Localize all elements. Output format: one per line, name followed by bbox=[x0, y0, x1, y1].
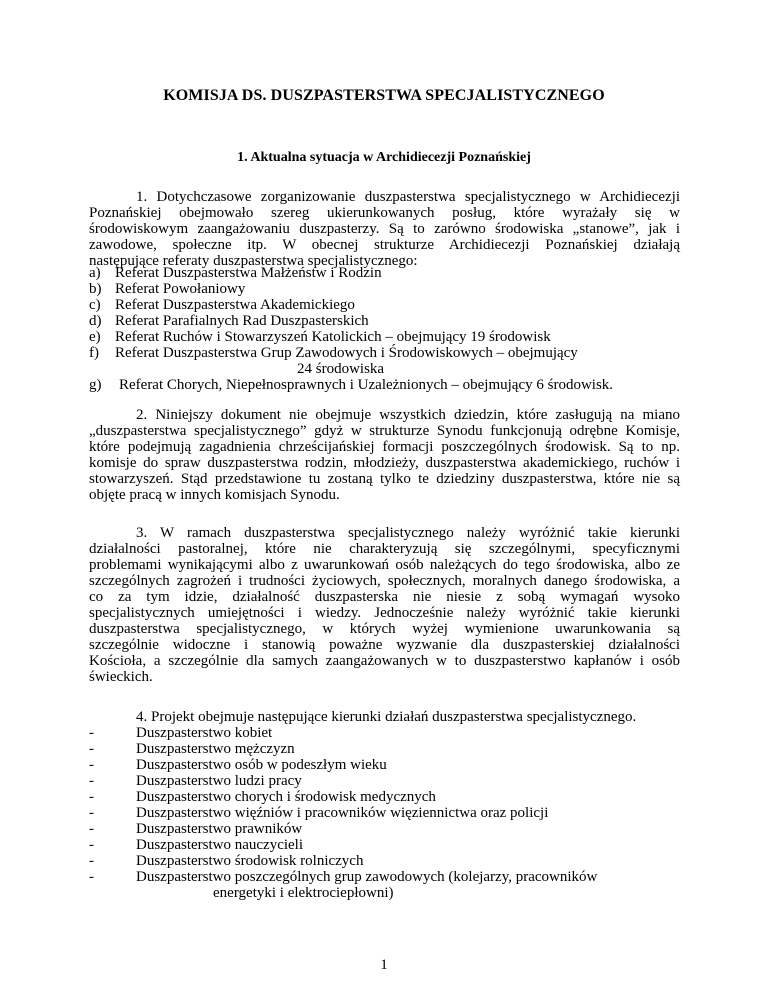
paragraph-1 bbox=[89, 189, 680, 269]
paragraph-line: problemami wynikającymi albo z uwarunkowań osób należących do tego środowiska, albo ze bbox=[89, 557, 680, 573]
paragraph-2 bbox=[89, 407, 680, 503]
list-marker: - bbox=[89, 757, 94, 773]
list-item-text: Referat Ruchów i Stowarzyszeń Katolickich – obejmujący 19 środowisk bbox=[115, 329, 551, 345]
paragraph-line: zawodowe, społeczne itp. W obecnej strukturze Archidiecezji Poznańskiej działają bbox=[89, 237, 680, 253]
list-marker: - bbox=[89, 741, 94, 757]
list-marker: b) bbox=[89, 281, 102, 297]
paragraph-line: „duszpasterstwa specjalistycznego” gdyż w strukturze Synodu funkcjonują odrębne Komisje, bbox=[89, 423, 680, 439]
list-marker: e) bbox=[89, 329, 101, 345]
paragraph-line: 3. W ramach duszpasterstwa specjalistycznego należy wyróżnić takie kierunki bbox=[136, 525, 680, 541]
list-item-text: Referat Powołaniowy bbox=[115, 281, 246, 297]
paragraph-line: 4. Projekt obejmuje następujące kierunki działań duszpasterstwa specjalistycznego. bbox=[136, 709, 637, 725]
paragraph-line: komisje do spraw duszpasterstwa rodzin, młodzieży, duszpasterstwa akademickiego, ruchów i bbox=[89, 455, 680, 471]
list-item bbox=[89, 281, 689, 297]
paragraph-line: szczególnie widoczne i stanowią poważne wyzwanie dla duszpasterskiej działalności bbox=[89, 637, 680, 653]
paragraph-3 bbox=[89, 525, 680, 685]
kierunki-list bbox=[89, 725, 689, 901]
list-marker: - bbox=[89, 773, 94, 789]
paragraph-line: następujące referaty duszpasterstwa specjalistycznego: bbox=[89, 253, 418, 269]
paragraph-line: duszpasterstwa specjalistycznego, w których wyżej wymienione uwarunkowania są bbox=[89, 621, 680, 637]
paragraph-line: co za tym idzie, działalność duszpasterska nie niesie z sobą wymagań wysoko bbox=[89, 589, 680, 605]
list-marker: g) bbox=[89, 377, 102, 393]
paragraph-line: stowarzyszeń. Stąd przedstawione tu zostaną tylko te dziedziny duszpasterstwa, które nie są bbox=[89, 471, 680, 487]
list-marker: d) bbox=[89, 313, 102, 329]
paragraph-line: 2. Niniejszy dokument nie obejmuje wszystkich dziedzin, które zasługują na miano bbox=[136, 407, 680, 423]
list-item bbox=[89, 741, 689, 757]
paragraph-line: Kościoła, a szczególnie dla samych zaangażowanych w to duszpasterstwo kapłanów i osób bbox=[89, 653, 680, 669]
paragraph-line: środowiskowym zaangażowaniu duszpasterzy. Są to zarówno środowiska „stanowe”, jak i bbox=[89, 221, 680, 237]
list-item-text: Duszpasterstwo poszczególnych grup zawodowych (kolejarzy, pracowników bbox=[136, 869, 598, 885]
list-marker: - bbox=[89, 821, 94, 837]
list-item-text: Duszpasterstwo ludzi pracy bbox=[136, 773, 302, 789]
list-marker: - bbox=[89, 789, 94, 805]
list-marker: c) bbox=[89, 297, 101, 313]
paragraph-line: szczególnych zagrożeń i trudności życiowych, społecznych, moralnych danego środowiska, a bbox=[89, 573, 680, 589]
list-item-text: Duszpasterstwo nauczycieli bbox=[136, 837, 304, 853]
list-item bbox=[89, 757, 689, 773]
list-item-text: Referat Chorych, Niepełnosprawnych i Uzależnionych – obejmujący 6 środowisk. bbox=[119, 377, 614, 393]
list-item-text: Duszpasterstwo mężczyzn bbox=[136, 741, 295, 757]
list-marker: - bbox=[89, 853, 94, 869]
list-marker: - bbox=[89, 805, 94, 821]
list-marker: - bbox=[89, 837, 94, 853]
list-marker: - bbox=[89, 869, 94, 885]
list-item bbox=[89, 805, 689, 821]
paragraph-line: świeckich. bbox=[89, 669, 153, 685]
list-item bbox=[89, 329, 689, 345]
list-item bbox=[89, 773, 689, 789]
list-item-continuation bbox=[89, 361, 689, 377]
paragraph-line: które podejmują zagadnienia chrześcijańskiej formacji poszczególnych środowisk. Są to np. bbox=[89, 439, 680, 455]
paragraph-4-intro bbox=[89, 709, 680, 725]
list-item bbox=[89, 313, 689, 329]
list-item-continuation bbox=[89, 885, 689, 901]
list-item bbox=[89, 345, 689, 361]
list-item-text: Duszpasterstwo kobiet bbox=[136, 725, 273, 741]
list-item bbox=[89, 789, 689, 805]
list-item bbox=[89, 853, 689, 869]
paragraph-line: objęte pracą w innych komisjach Synodu. bbox=[89, 487, 340, 503]
paragraph-line: 1. Dotychczasowe zorganizowanie duszpasterstwa specjalistycznego w Archidiecezji bbox=[136, 189, 680, 205]
list-item-text: Duszpasterstwo osób w podeszłym wieku bbox=[136, 757, 387, 773]
paragraph-line: działalności pastoralnej, które nie charakteryzują się szczególnymi, specyficznymi bbox=[89, 541, 680, 557]
list-item-text: Duszpasterstwo chorych i środowisk medycznych bbox=[136, 789, 436, 805]
list-marker: - bbox=[89, 725, 94, 741]
list-item bbox=[89, 725, 689, 741]
list-item-text: Duszpasterstwo więźniów i pracowników więziennictwa oraz policji bbox=[136, 805, 549, 821]
list-item-text: Referat Duszpasterstwa Akademickiego bbox=[115, 297, 355, 313]
referaty-list bbox=[89, 265, 689, 393]
paragraph-line: Poznańskiej obejmowało szereg ukierunkowanych posług, które wyrażały się w bbox=[89, 205, 680, 221]
list-item-text: Duszpasterstwo prawników bbox=[136, 821, 303, 837]
list-item bbox=[89, 837, 689, 853]
list-item bbox=[89, 821, 689, 837]
list-marker: a) bbox=[89, 265, 101, 281]
list-item-text: Referat Duszpasterstwa Małżeństw i Rodzin bbox=[115, 265, 382, 281]
list-item bbox=[89, 265, 689, 281]
paragraph-line: specjalistycznych umiejętności i wiedzy. Jednocześnie należy wyróżnić takie kierunki bbox=[89, 605, 680, 621]
section-title: 1. Aktualna sytuacja w Archidiecezji Poznańskiej bbox=[237, 150, 531, 165]
list-item bbox=[89, 377, 689, 393]
list-item-continuation-text: 24 środowiska bbox=[297, 361, 385, 377]
list-item-continuation-text: energetyki i elektrociepłowni) bbox=[213, 885, 394, 901]
page-number: 1 bbox=[380, 957, 388, 973]
list-item-text: Referat Duszpasterstwa Grup Zawodowych i Środowiskowych – obejmujący bbox=[115, 345, 578, 361]
list-item-text: Duszpasterstwo środowisk rolniczych bbox=[136, 853, 364, 869]
list-item bbox=[89, 869, 689, 885]
document-title: KOMISJA DS. DUSZPASTERSTWA SPECJALISTYCZNEGO bbox=[163, 87, 605, 104]
list-marker: f) bbox=[89, 345, 99, 361]
list-item-text: Referat Parafialnych Rad Duszpasterskich bbox=[115, 313, 369, 329]
list-item bbox=[89, 297, 689, 313]
